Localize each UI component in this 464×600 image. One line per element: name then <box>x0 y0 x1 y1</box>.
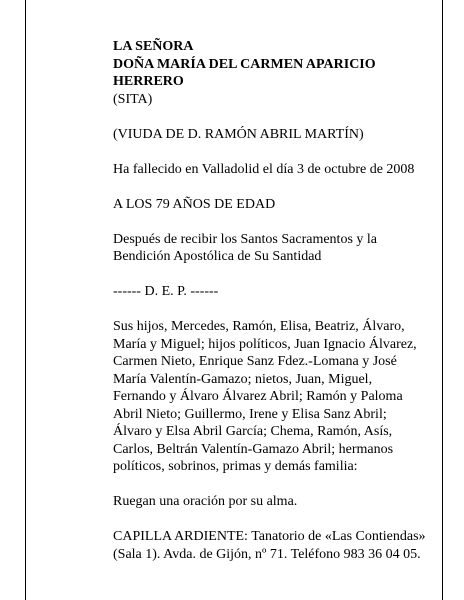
family-line: Abril Nieto; Guillermo, Irene y Elisa Sanz Abril; <box>113 406 387 422</box>
deceased-header <box>113 38 433 108</box>
family-line: Sus hijos, Mercedes, Ramón, Elisa, Beatriz, Álvaro, <box>113 319 405 334</box>
family-paragraph <box>113 318 433 476</box>
family-line: Carmen Nieto, Enrique Sanz Fdez.-Lomana y José <box>113 354 397 369</box>
dep-note <box>113 283 433 301</box>
sita-label: (SITA) <box>113 91 153 107</box>
family-line: Álvaro y Elsa Abril García; Chema, Ramón, Asís, <box>113 424 393 439</box>
deceased-name: DOÑA MARÍA DEL CARMEN APARICIO <box>113 56 376 72</box>
prayer-note <box>113 493 433 511</box>
widow-line: (VIUDA DE D. RAMÓN ABRIL MARTÍN) <box>113 126 364 142</box>
widow-note <box>113 126 433 144</box>
deceased-surname: HERRERO <box>113 74 184 89</box>
obituary-notice <box>113 38 433 563</box>
family-line: Fernando y Álvaro Álvarez Abril; Ramón y Paloma <box>113 389 403 404</box>
death-line: Ha fallecido en Valladolid el día 3 de octubre de 2008 <box>113 161 415 177</box>
age-note <box>113 196 433 214</box>
chapel-line: (Sala 1). Avda. de Gijón, nº 71. Teléfono 983 36 04 05. <box>113 546 421 562</box>
sacraments-line: Después de recibir los Santos Sacramentos y la <box>113 231 377 247</box>
family-line: María Valentín-Gamazo; nietos, Juan, Miguel, <box>113 371 373 387</box>
chapel-line: CAPILLA ARDIENTE: Tanatorio de «Las Contiendas» <box>113 529 426 544</box>
age-line: A LOS 79 AÑOS DE EDAD <box>113 196 276 212</box>
title-line: LA SEÑORA <box>113 39 194 54</box>
sacraments-note <box>113 231 433 266</box>
family-line: María y Miguel; hijos políticos, Juan Ignacio Álvarez, <box>113 336 417 352</box>
death-note <box>113 161 433 179</box>
family-line: políticos, sobrinos, primas y demás familia: <box>113 459 358 474</box>
chapel-note <box>113 528 433 563</box>
dep-line: ------ D. E. P. ------ <box>113 284 219 299</box>
sacraments-line: Bendición Apostólica de Su Santidad <box>113 249 322 264</box>
prayer-line: Ruegan una oración por su alma. <box>113 494 298 509</box>
family-line: Carlos, Beltrán Valentín-Gamazo Abril; hermanos <box>113 441 394 457</box>
